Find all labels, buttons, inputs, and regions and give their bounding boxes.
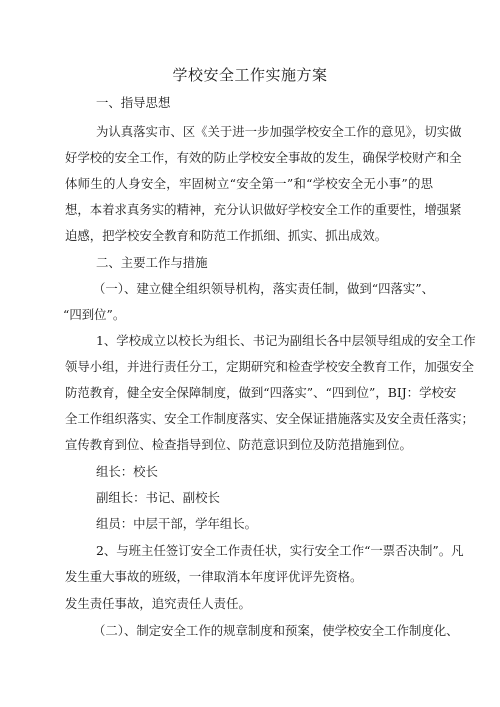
list-item-leader: 组长：校长	[96, 464, 158, 479]
paragraph-line: 领导小组，并进行责任分工，定期研究和检查学校安全教育工作，加强安全	[65, 359, 474, 374]
paragraph-line: 迫感，把学校安全教育和防范工作抓细、抓实、抓出成效。	[65, 228, 388, 243]
paragraph-line: 为认真落实市、区《关于进一步加强学校安全工作的意见》，切实做	[96, 124, 462, 139]
paragraph-line: 想，本着求真务实的精神，充分认识做好学校安全工作的重要性，增强紧	[65, 202, 462, 217]
section-heading-measures: 二、主要工作与措施	[96, 255, 208, 270]
paragraph-line: 体师生的人身安全，牢固树立“安全第一”和“学校安全无小事”的思	[65, 176, 433, 191]
subsection-heading: （二）、制定安全工作的规章制度和预案，使学校安全工作制度化、	[93, 623, 459, 638]
list-item-members: 组员：中层干部，学年组长。	[96, 516, 258, 531]
paragraph-line: 全工作组织落实、安全工作制度落实、安全保证措施落实及安全责任落实；	[65, 411, 474, 426]
paragraph-line: 好学校的安全工作，有效的防止学校安全事故的发生，确保学校财产和全	[65, 150, 462, 165]
paragraph-line: 发生重大事故的班级，一律取消本年度评优评先资格。	[65, 569, 363, 584]
subsection-heading: （一）、建立健全组织领导机构，落实责任制，做到“四落实”、	[93, 281, 435, 296]
subsection-heading-cont: “四到位”。	[63, 307, 126, 322]
list-item-deputy: 副组长：书记、副校长	[96, 490, 220, 505]
paragraph-line: 宣传教育到位、检查指导到位、防范意识到位及防范措施到位。	[65, 437, 412, 452]
paragraph-line: 2、与班主任签订安全工作责任状，实行安全工作“一票否决制”。凡	[96, 543, 464, 558]
paragraph-line: 1、学校成立以校长为组长、书记为副组长各中层领导组成的安全工作	[96, 333, 476, 348]
paragraph-line: 防范教育，健全安全保障制度，做到“四落实”、“四到位”，BIJ：学校安	[65, 385, 457, 400]
document-title: 学校安全工作实施方案	[172, 66, 328, 84]
paragraph-line: 发生责任事故，追究责任人责任。	[65, 596, 251, 611]
section-heading-guiding: 一、指导思想	[96, 95, 171, 110]
